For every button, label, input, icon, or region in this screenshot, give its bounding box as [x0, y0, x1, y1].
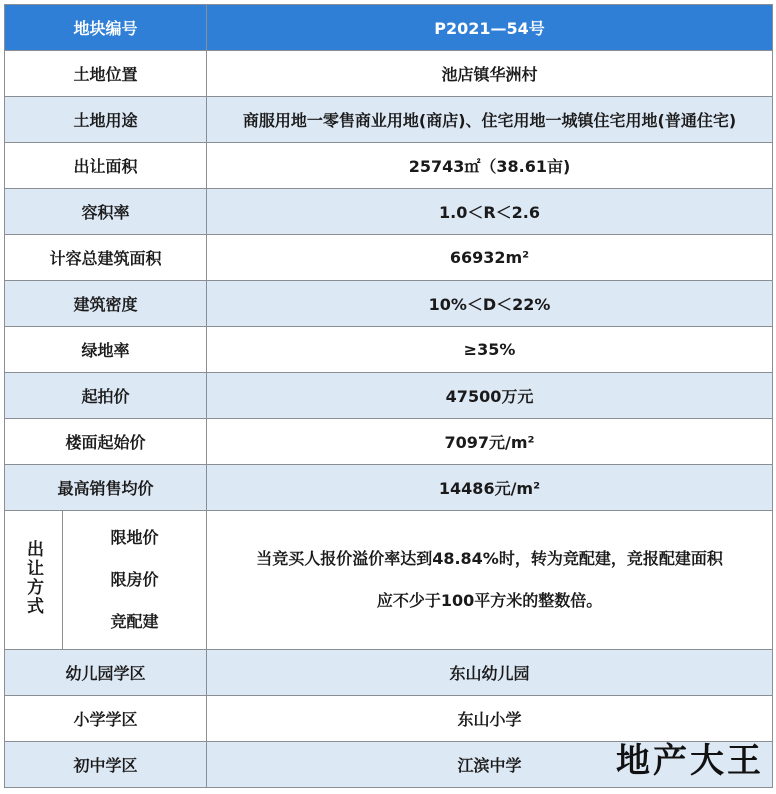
row-label: 建筑密度 — [5, 281, 207, 327]
row-value: 江滨中学 — [207, 742, 773, 788]
table-header-row — [5, 5, 773, 51]
row-value: 10%＜D＜22% — [207, 281, 773, 327]
row-value: 池店镇华洲村 — [207, 51, 773, 97]
row-value: 商服用地一零售商业用地(商店)、住宅用地一城镇住宅用地(普通住宅) — [207, 97, 773, 143]
land-parcel-table-container — [4, 4, 772, 790]
table-row — [5, 143, 773, 189]
row-label: 楼面起始价 — [5, 419, 207, 465]
row-label: 最高销售均价 — [5, 465, 207, 511]
table-row — [5, 373, 773, 419]
table-row — [5, 465, 773, 511]
row-label: 土地位置 — [5, 51, 207, 97]
method-subitem: 竞配建 — [110, 612, 159, 631]
land-parcel-table — [4, 4, 773, 788]
table-row — [5, 51, 773, 97]
row-label: 初中学区 — [5, 742, 207, 788]
table-row — [5, 97, 773, 143]
row-label: 绿地率 — [5, 327, 207, 373]
row-label: 容积率 — [5, 189, 207, 235]
table-row — [5, 327, 773, 373]
method-description-line: 当竞买人报价溢价率达到48.84%时，转为竞配建，竞报配建面积 — [256, 549, 723, 568]
table-row — [5, 235, 773, 281]
row-value: 东山小学 — [207, 696, 773, 742]
table-row — [5, 281, 773, 327]
table-row — [5, 189, 773, 235]
transfer-method-label: 出让方式 — [23, 540, 43, 616]
row-value: 66932m² — [207, 235, 773, 281]
row-value: 7097元/m² — [207, 419, 773, 465]
row-value: 47500万元 — [207, 373, 773, 419]
row-value: 1.0＜R＜2.6 — [207, 189, 773, 235]
table-row — [5, 419, 773, 465]
row-label: 出让面积 — [5, 143, 207, 189]
row-value: 东山幼儿园 — [207, 650, 773, 696]
row-label: 起拍价 — [5, 373, 207, 419]
header-label: 地块编号 — [5, 5, 207, 51]
method-subitem: 限房价 — [110, 570, 159, 589]
transfer-method-label-cell — [5, 511, 63, 650]
row-label: 幼儿园学区 — [5, 650, 207, 696]
row-value: 25743㎡（38.61亩) — [207, 143, 773, 189]
row-label: 小学学区 — [5, 696, 207, 742]
transfer-method-description — [207, 511, 773, 650]
table-row — [5, 650, 773, 696]
header-value: P2021—54号 — [207, 5, 773, 51]
transfer-method-subitems — [63, 511, 207, 650]
row-label: 土地用途 — [5, 97, 207, 143]
watermark-text: 地产大王 — [616, 741, 764, 781]
row-label: 计容总建筑面积 — [5, 235, 207, 281]
method-description-line: 应不少于100平方米的整数倍。 — [376, 591, 603, 610]
row-value: 14486元/m² — [207, 465, 773, 511]
method-subitem: 限地价 — [110, 528, 159, 547]
transfer-method-row — [5, 511, 773, 650]
row-value: ≥35% — [207, 327, 773, 373]
